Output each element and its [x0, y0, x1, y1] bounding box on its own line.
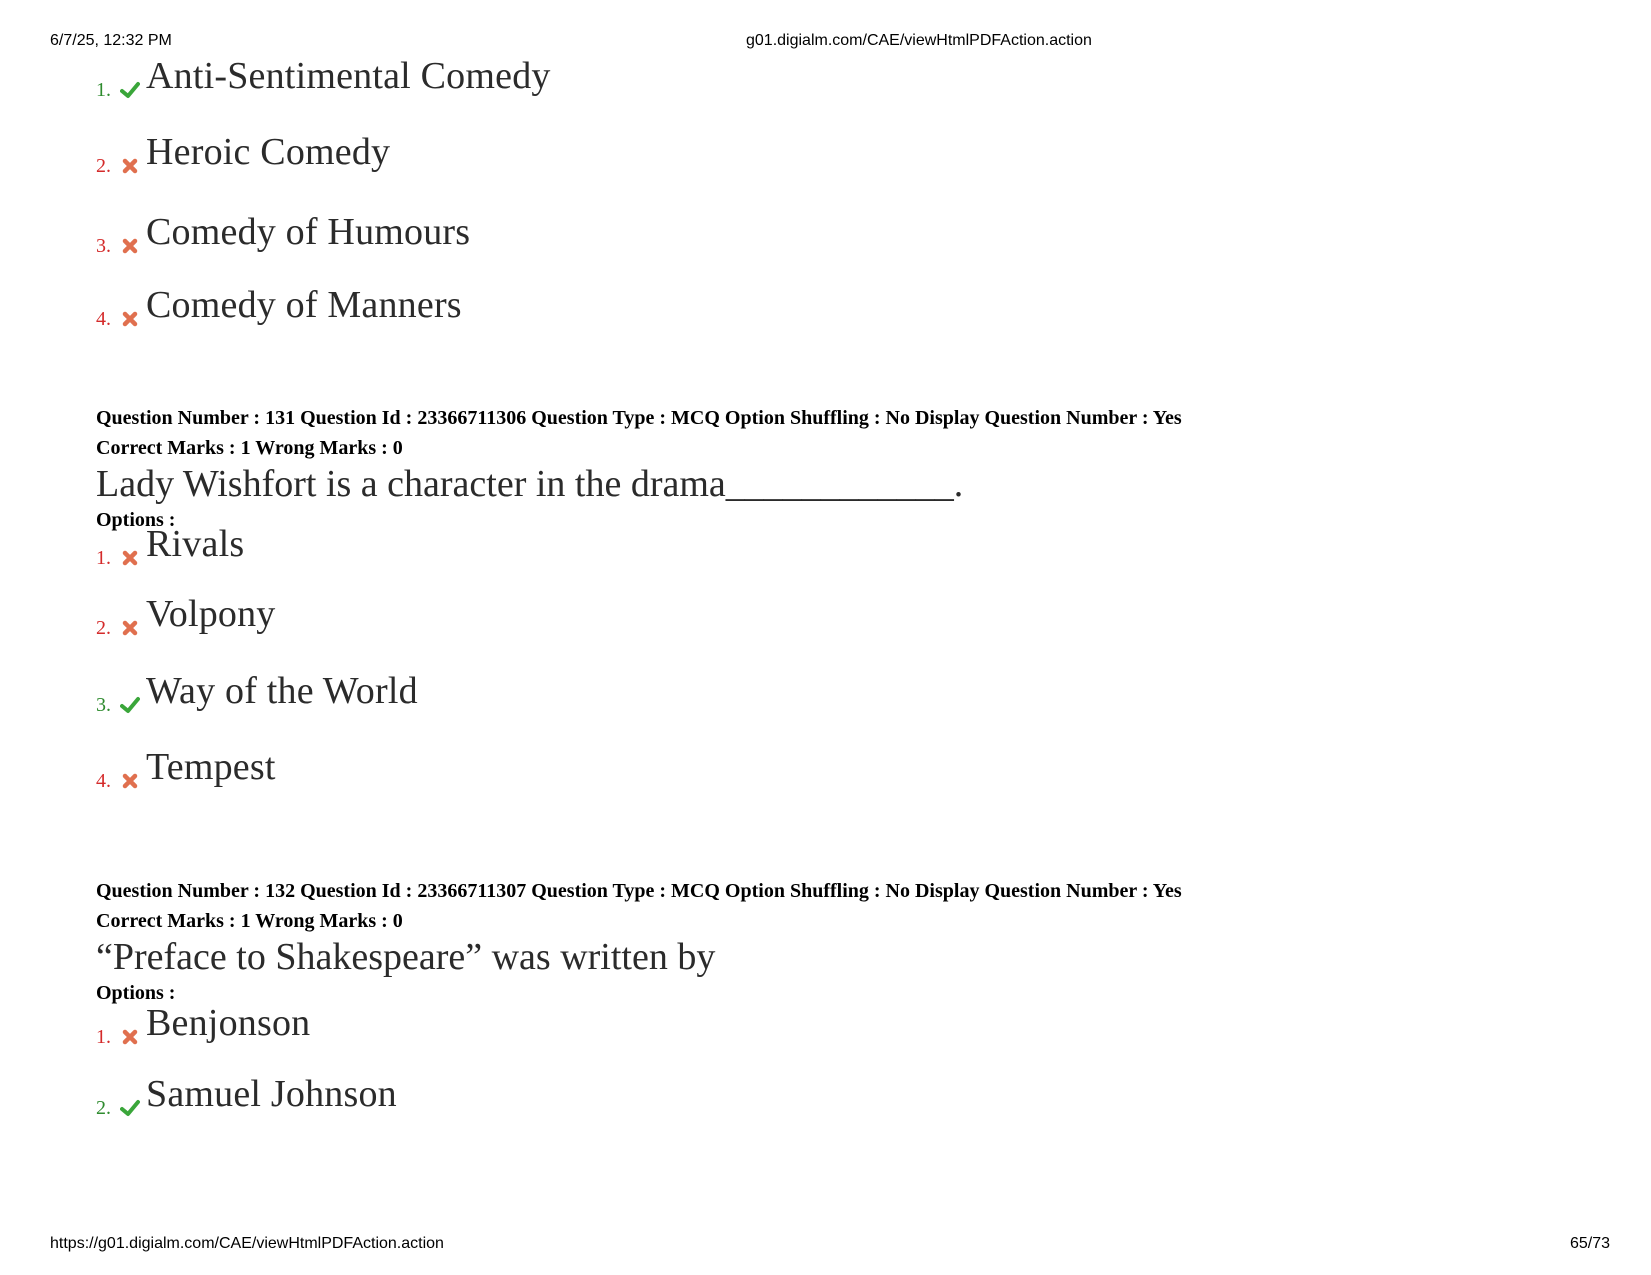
print-footer-url: https://g01.digialm.com/CAE/viewHtmlPDFAction.action	[50, 1235, 444, 1252]
q131-options-label: Options :	[96, 509, 176, 531]
option-number: 2.	[96, 155, 111, 177]
option-text: Comedy of Humours	[146, 211, 471, 253]
option-text: Way of the World	[146, 670, 418, 712]
option-text: Volpony	[146, 593, 276, 635]
option-text: Tempest	[146, 746, 276, 788]
cross-icon	[120, 156, 140, 176]
q132-options-label: Options :	[96, 982, 176, 1004]
option-number: 2.	[96, 617, 111, 639]
print-header-url: g01.digialm.com/CAE/viewHtmlPDFAction.action	[746, 32, 1092, 49]
option-number: 2.	[96, 1097, 111, 1119]
check-icon	[120, 80, 140, 100]
option-number: 1.	[96, 1026, 111, 1048]
q132-question-text: “Preface to Shakespeare” was written by	[96, 936, 716, 978]
print-datetime: 6/7/25, 12:32 PM	[50, 32, 172, 49]
option-text: Anti-Sentimental Comedy	[146, 55, 551, 97]
option-number: 3.	[96, 235, 111, 257]
check-icon	[120, 1098, 140, 1118]
option-number: 1.	[96, 547, 111, 569]
cross-icon	[120, 309, 140, 329]
option-text: Benjonson	[146, 1002, 311, 1044]
cross-icon	[120, 548, 140, 568]
q131-marks-line: Correct Marks : 1 Wrong Marks : 0	[96, 437, 403, 459]
q131-meta-line: Question Number : 131 Question Id : 23366711306 Question Type : MCQ Option Shuffling : No Display Question Number : Yes	[96, 407, 1182, 429]
option-number: 4.	[96, 308, 111, 330]
check-icon	[120, 695, 140, 715]
q132-marks-line: Correct Marks : 1 Wrong Marks : 0	[96, 910, 403, 932]
cross-icon	[120, 618, 140, 638]
option-text: Comedy of Manners	[146, 284, 462, 326]
cross-icon	[120, 771, 140, 791]
cross-icon	[120, 236, 140, 256]
option-number: 1.	[96, 79, 111, 101]
option-text: Rivals	[146, 523, 245, 565]
q131-question-text: Lady Wishfort is a character in the drama____________.	[96, 463, 964, 505]
option-number: 3.	[96, 694, 111, 716]
option-number: 4.	[96, 770, 111, 792]
cross-icon	[120, 1027, 140, 1047]
q132-meta-line: Question Number : 132 Question Id : 23366711307 Question Type : MCQ Option Shuffling : No Display Question Number : Yes	[96, 880, 1182, 902]
option-text: Samuel Johnson	[146, 1073, 397, 1115]
option-text: Heroic Comedy	[146, 131, 391, 173]
page-number: 65/73	[1570, 1235, 1611, 1252]
